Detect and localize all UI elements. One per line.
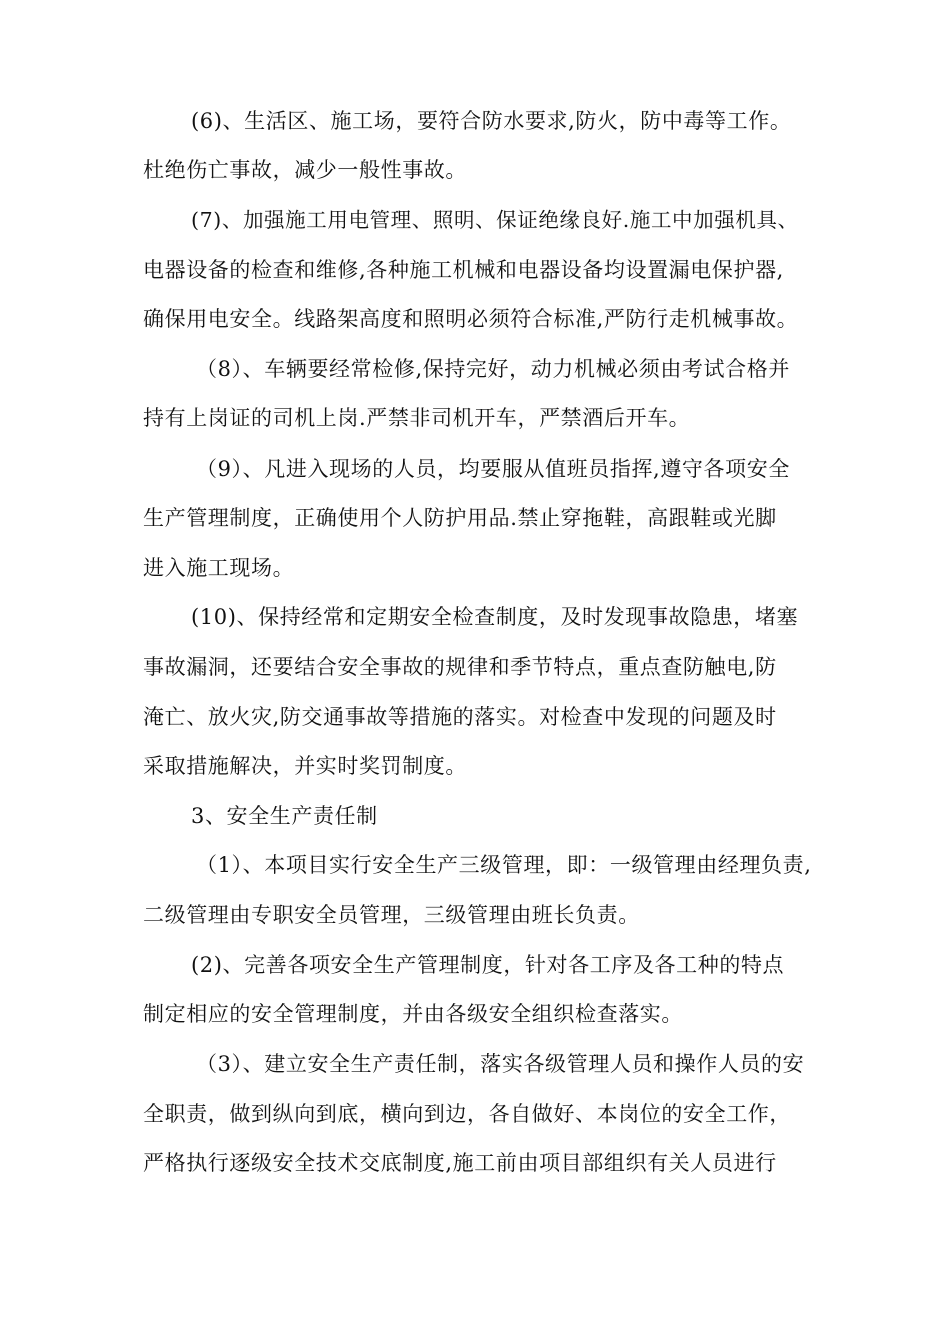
section-heading: 3、安全生产责任制 — [191, 804, 378, 828]
paragraph-line: 持有上岗证的司机上岗.严禁非司机开车，严禁酒后开车。 — [143, 406, 691, 430]
paragraph-line: 全职责，做到纵向到底，横向到边，各自做好、本岗位的安全工作， — [143, 1102, 791, 1126]
paragraph-line: 杜绝伤亡事故，减少一般性事故。 — [143, 158, 467, 182]
paragraph-line: 事故漏洞，还要结合安全事故的规律和季节特点，重点查防触电,防 — [143, 655, 777, 679]
paragraph-line: (7)、加强施工用电管理、照明、保证绝缘良好.施工中加强机具、 — [191, 208, 799, 232]
paragraph-line: 确保用电安全。线路架高度和照明必须符合标准,严防行走机械事故。 — [143, 307, 799, 331]
paragraph-line: 生产管理制度，正确使用个人防护用品.禁止穿拖鞋，高跟鞋或光脚 — [143, 506, 777, 530]
paragraph-line: (2)、完善各项安全生产管理制度，针对各工序及各工种的特点 — [191, 953, 785, 977]
paragraph-line: 采取措施解决，并实时奖罚制度。 — [143, 754, 467, 778]
paragraph-line: （8）、车辆要经常检修,保持完好，动力机械必须由考试合格并 — [196, 357, 790, 381]
paragraph-line: （9）、凡进入现场的人员，均要服从值班员指挥,遵守各项安全 — [196, 457, 790, 481]
paragraph-line: (10)、保持经常和定期安全检查制度，及时发现事故隐患，堵塞 — [191, 605, 799, 629]
paragraph-line: 严格执行逐级安全技术交底制度,施工前由项目部组织有关人员进行 — [143, 1151, 777, 1175]
paragraph-line: （3）、建立安全生产责任制，落实各级管理人员和操作人员的安 — [196, 1052, 805, 1076]
paragraph-line: （1）、本项目实行安全生产三级管理，即：一级管理由经理负责, — [196, 853, 812, 877]
paragraph-line: 淹亡、放火灾,防交通事故等措施的落实。对检查中发现的问题及时 — [143, 705, 777, 729]
paragraph-line: 制定相应的安全管理制度，并由各级安全组织检查落实。 — [143, 1002, 683, 1026]
paragraph-line: 进入施工现场。 — [143, 556, 295, 580]
paragraph-line: 电器设备的检查和维修,各种施工机械和电器设备均设置漏电保护器, — [143, 258, 784, 282]
paragraph-line: (6)、生活区、施工场，要符合防水要求,防火，防中毒等工作。 — [191, 109, 792, 133]
paragraph-line: 二级管理由专职安全员管理，三级管理由班长负责。 — [143, 903, 640, 927]
